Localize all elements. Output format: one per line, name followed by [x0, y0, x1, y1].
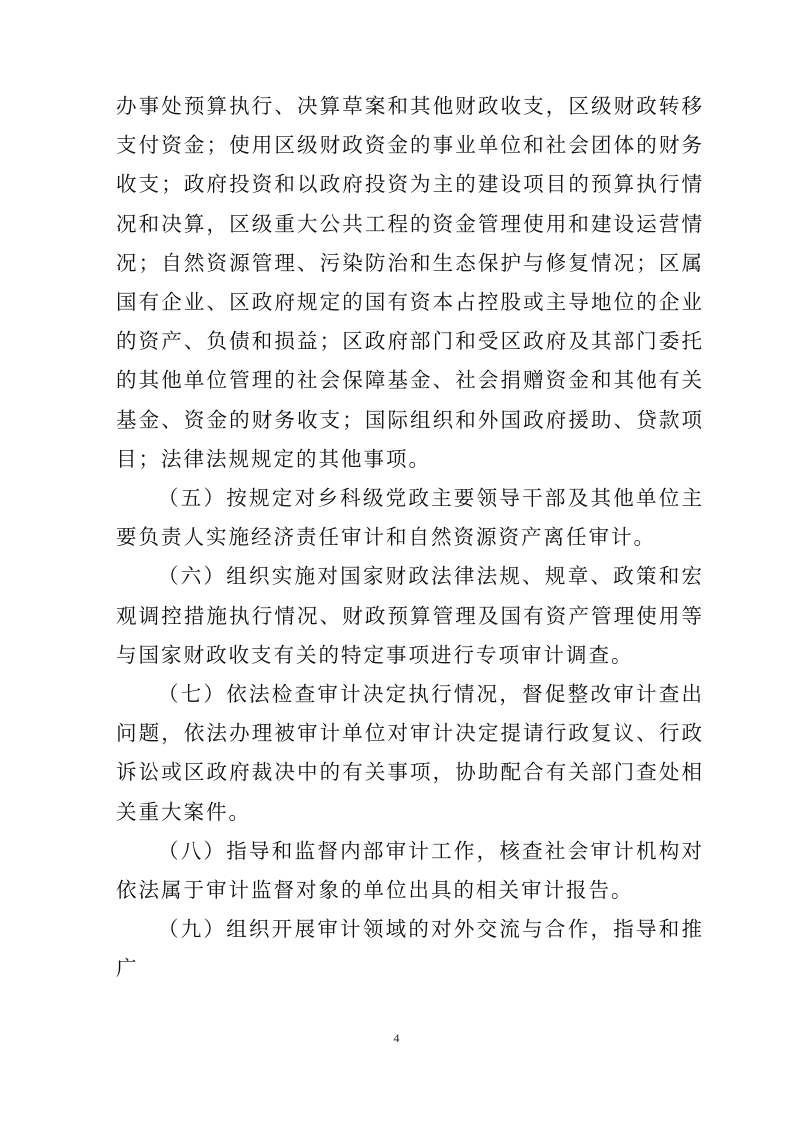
paragraph-item-8: （八）指导和监督内部审计工作，核查社会审计机构对依法属于审计监督对象的单位出具的相关审计报告。 — [116, 838, 704, 903]
page-number: 4 — [393, 1031, 400, 1045]
paragraph-item-6: （六）组织实施对国家财政法律法规、规章、政策和宏观调控措施执行情况、财政预算管理及国有资产管理使用等与国家财政收支有关的特定事项进行专项审计调查。 — [116, 564, 704, 667]
document-body — [116, 87, 704, 989]
paragraph-item-7: （七）依法检查审计决定执行情况，督促整改审计查出问题，依法办理被审计单位对审计决定提请行政复议、行政诉讼或区政府裁决中的有关事项，协助配合有关部门查处相关重大案件。 — [116, 682, 704, 824]
paragraph-continued: 办事处预算执行、决算草案和其他财政收支，区级财政转移支付资金；使用区级财政资金的事业单位和社会团体的财务收支；政府投资和以政府投资为主的建设项目的预算执行情况和决算，区级重大公共工程的资金管理使用和建设运营情况；自然资源管理、污染防治和生态保护与修复情况；区属国有企业、区政府规定的国有资本占控股或主导地位的企业的资产、负债和损益；区政府部门和受区政府及其部门委托的其他单位管理的社会保障基金、社会捐赠资金和其他有关基金、资金的财务收支；国际组织和外国政府援助、贷款项目；法律法规规定的其他事项。 — [116, 94, 704, 471]
paragraph-item-5: （五）按规定对乡科级党政主要领导干部及其他单位主要负责人实施经济责任审计和自然资源资产离任审计。 — [116, 486, 704, 550]
paragraph-item-9: （九）组织开展审计领域的对外交流与合作，指导和推广 — [116, 917, 704, 981]
